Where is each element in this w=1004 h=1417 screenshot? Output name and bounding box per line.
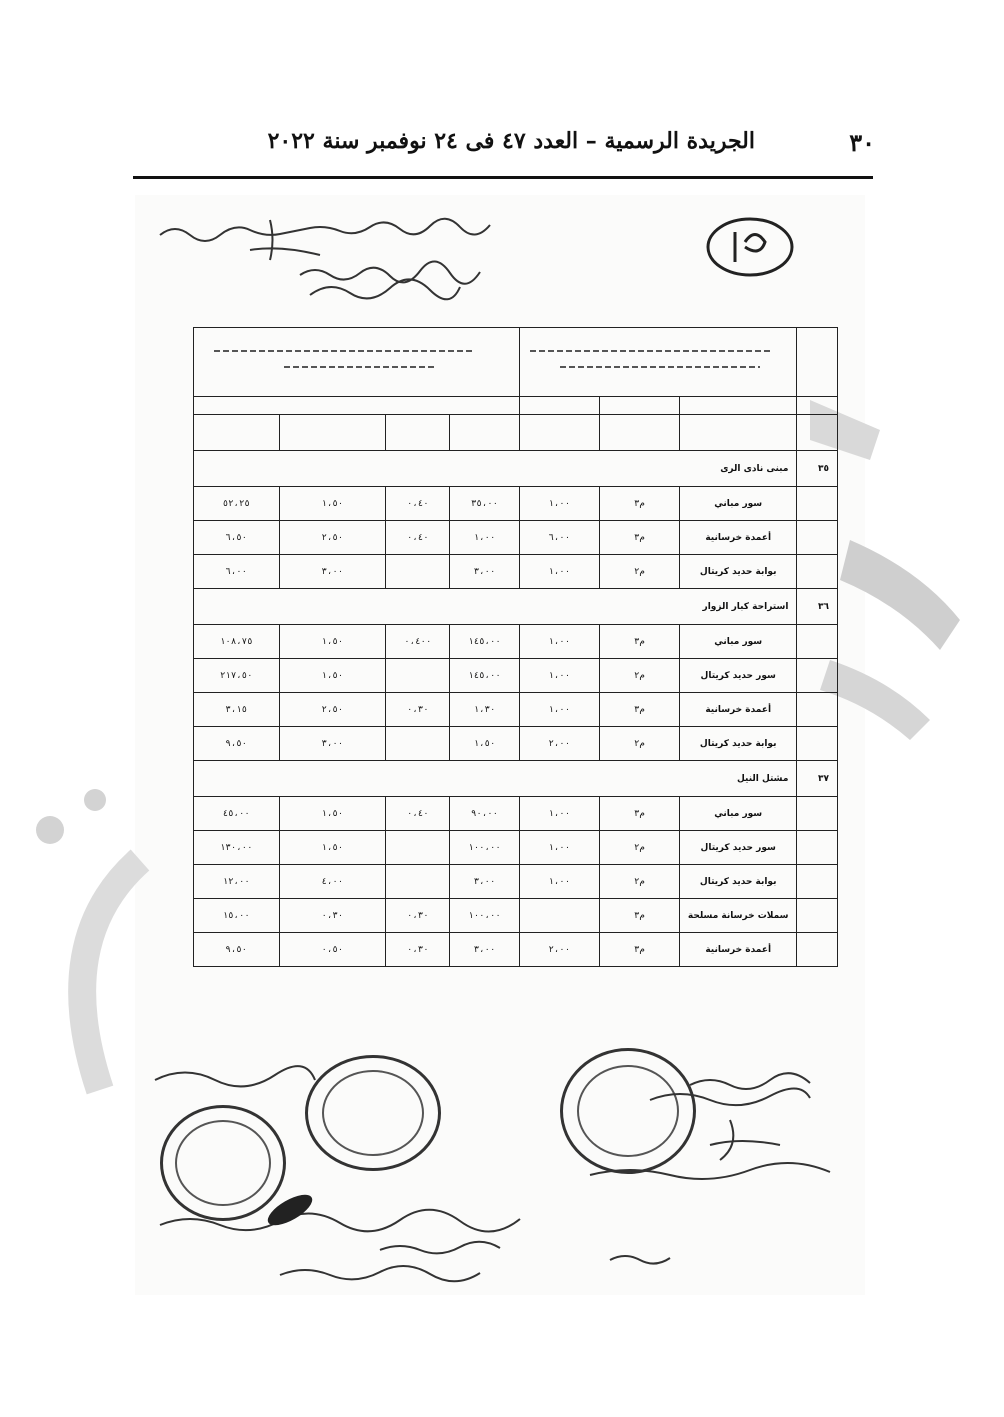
item-total: ٩،٥٠	[194, 933, 280, 967]
table-row	[194, 625, 838, 659]
item-height: ١،٥٠	[279, 659, 386, 693]
header-authority-cell	[194, 328, 520, 397]
item-total: ١٢،٠٠	[194, 865, 280, 899]
item-total: ٥٢،٢٥	[194, 487, 280, 521]
item-width	[386, 865, 450, 899]
item-unit: م٣	[599, 933, 679, 967]
item-name: سور مباني	[679, 797, 796, 831]
item-unit: م٢	[599, 555, 679, 589]
item-name: سور حديد كريتال	[679, 659, 796, 693]
item-count: ٢،٠٠	[519, 933, 599, 967]
item-unit: م٣	[599, 797, 679, 831]
item-name: بوابة حديد كريتال	[679, 727, 796, 761]
section-name: مشتل النيل	[194, 761, 797, 797]
handwritten-signatures	[150, 1060, 840, 1290]
row-index-cell	[797, 727, 838, 761]
item-total: ٦،٥٠	[194, 521, 280, 555]
handwritten-header-text	[520, 339, 791, 379]
item-total: ١٣٠،٠٠	[194, 831, 280, 865]
column-group-row	[194, 397, 838, 415]
section-name: مبنى نادى الرى	[194, 451, 797, 487]
item-unit: م٣	[599, 625, 679, 659]
row-index-cell	[797, 865, 838, 899]
item-width: ٠،٣٠	[386, 899, 450, 933]
handwritten-authority-text	[194, 339, 513, 379]
table-row	[194, 899, 838, 933]
row-index-cell	[797, 487, 838, 521]
item-count: ١،٠٠	[519, 831, 599, 865]
row-index-cell	[797, 521, 838, 555]
item-height: ٢،٥٠	[279, 521, 386, 555]
item-count: ١،٠٠	[519, 865, 599, 899]
item-height: ١،٥٠	[279, 487, 386, 521]
gazette-header	[130, 128, 875, 168]
item-count: ١،٠٠	[519, 625, 599, 659]
item-length: ١،٠٠	[450, 521, 519, 555]
item-unit: م٣	[599, 693, 679, 727]
item-total: ٣،١٥	[194, 693, 280, 727]
item-length: ١٠٠،٠٠	[450, 831, 519, 865]
table-row	[194, 487, 838, 521]
table-row	[194, 555, 838, 589]
item-name: سملات خرسانة مسلحة	[679, 899, 796, 933]
item-total: ١٠٨،٧٥	[194, 625, 280, 659]
item-height: ٣،٠٠	[279, 555, 386, 589]
header-rule	[133, 176, 873, 179]
item-name: أعمدة خرسانية	[679, 933, 796, 967]
item-length: ٣،٠٠	[450, 555, 519, 589]
item-height: ٣،٠٠	[279, 727, 386, 761]
section-row	[194, 451, 838, 487]
item-total: ٢١٧،٥٠	[194, 659, 280, 693]
item-length: ١،٥٠	[450, 727, 519, 761]
item-count: ١،٠٠	[519, 693, 599, 727]
row-index-cell	[797, 555, 838, 589]
section-number: ٣٧	[797, 761, 838, 797]
inventory-table	[193, 327, 838, 967]
row-index-cell	[797, 625, 838, 659]
item-unit: م٢	[599, 727, 679, 761]
item-name: بوابة حديد كريتال	[679, 555, 796, 589]
table-row	[194, 933, 838, 967]
item-height: ٠،٣٠	[279, 899, 386, 933]
item-height: ٢،٥٠	[279, 693, 386, 727]
item-count	[519, 899, 599, 933]
item-width	[386, 831, 450, 865]
item-width	[386, 555, 450, 589]
table-row	[194, 831, 838, 865]
item-width	[386, 659, 450, 693]
item-width: ٠،٤٠	[386, 521, 450, 555]
item-length: ٣،٠٠	[450, 865, 519, 899]
table-row	[194, 797, 838, 831]
item-name: أعمدة خرسانية	[679, 693, 796, 727]
section-number: ٣٥	[797, 451, 838, 487]
item-width: ٠،٤٠	[386, 487, 450, 521]
item-length: ١،٣٠	[450, 693, 519, 727]
item-height: ٠،٥٠	[279, 933, 386, 967]
row-index-cell	[797, 797, 838, 831]
item-count: ٢،٠٠	[519, 727, 599, 761]
section-number: ٣٦	[797, 589, 838, 625]
item-total: ٩،٥٠	[194, 727, 280, 761]
item-count: ١،٠٠	[519, 487, 599, 521]
row-index-cell	[797, 831, 838, 865]
item-total: ٤٥،٠٠	[194, 797, 280, 831]
item-unit: م٣	[599, 487, 679, 521]
item-width: ٠،٣٠	[386, 933, 450, 967]
item-name: سور مباني	[679, 487, 796, 521]
item-unit: م٣	[599, 521, 679, 555]
header-project-cell	[519, 328, 797, 397]
column-header-row	[194, 415, 838, 451]
row-index-cell	[797, 899, 838, 933]
item-count: ١،٠٠	[519, 797, 599, 831]
item-total: ١٥،٠٠	[194, 899, 280, 933]
item-length: ٣٥،٠٠	[450, 487, 519, 521]
item-height: ١،٥٠	[279, 625, 386, 659]
item-width	[386, 727, 450, 761]
item-unit: م٢	[599, 659, 679, 693]
item-name: بوابة حديد كريتال	[679, 865, 796, 899]
table-row	[194, 693, 838, 727]
item-name: سور مباني	[679, 625, 796, 659]
table-row	[194, 865, 838, 899]
item-height: ١،٥٠	[279, 797, 386, 831]
header-index-cell	[797, 328, 838, 397]
table-row	[194, 659, 838, 693]
section-name: استراحة كبار الزوار	[194, 589, 797, 625]
item-count: ١،٠٠	[519, 659, 599, 693]
item-length: ٣،٠٠	[450, 933, 519, 967]
row-index-cell	[797, 693, 838, 727]
item-total: ٦،٠٠	[194, 555, 280, 589]
page-number: ٣٠	[849, 128, 875, 157]
item-width: ٠،٤٠	[386, 797, 450, 831]
table-body	[194, 451, 838, 967]
gazette-title: الجريدة الرسمية – العدد ٤٧ فى ٢٤ نوفمبر سنة ٢٠٢٢	[267, 128, 755, 154]
item-length: ١٠٠،٠٠	[450, 899, 519, 933]
table-row	[194, 727, 838, 761]
handwritten-note-top	[150, 205, 510, 310]
item-width: ٠،٤٠٠	[386, 625, 450, 659]
item-length: ٩٠،٠٠	[450, 797, 519, 831]
item-unit: م٣	[599, 899, 679, 933]
item-width: ٠،٣٠	[386, 693, 450, 727]
item-unit: م٢	[599, 831, 679, 865]
row-index-cell	[797, 933, 838, 967]
row-index-cell	[797, 659, 838, 693]
item-count: ١،٠٠	[519, 555, 599, 589]
section-row	[194, 761, 838, 797]
item-height: ١،٥٠	[279, 831, 386, 865]
section-row	[194, 589, 838, 625]
circled-annotation	[700, 212, 800, 282]
item-count: ٦،٠٠	[519, 521, 599, 555]
item-length: ١٤٥،٠٠	[450, 625, 519, 659]
item-name: سور حديد كريتال	[679, 831, 796, 865]
item-name: أعمدة خرسانية	[679, 521, 796, 555]
form-header-row	[194, 328, 838, 397]
table-row	[194, 521, 838, 555]
item-unit: م٢	[599, 865, 679, 899]
item-height: ٤،٠٠	[279, 865, 386, 899]
item-length: ١٤٥،٠٠	[450, 659, 519, 693]
